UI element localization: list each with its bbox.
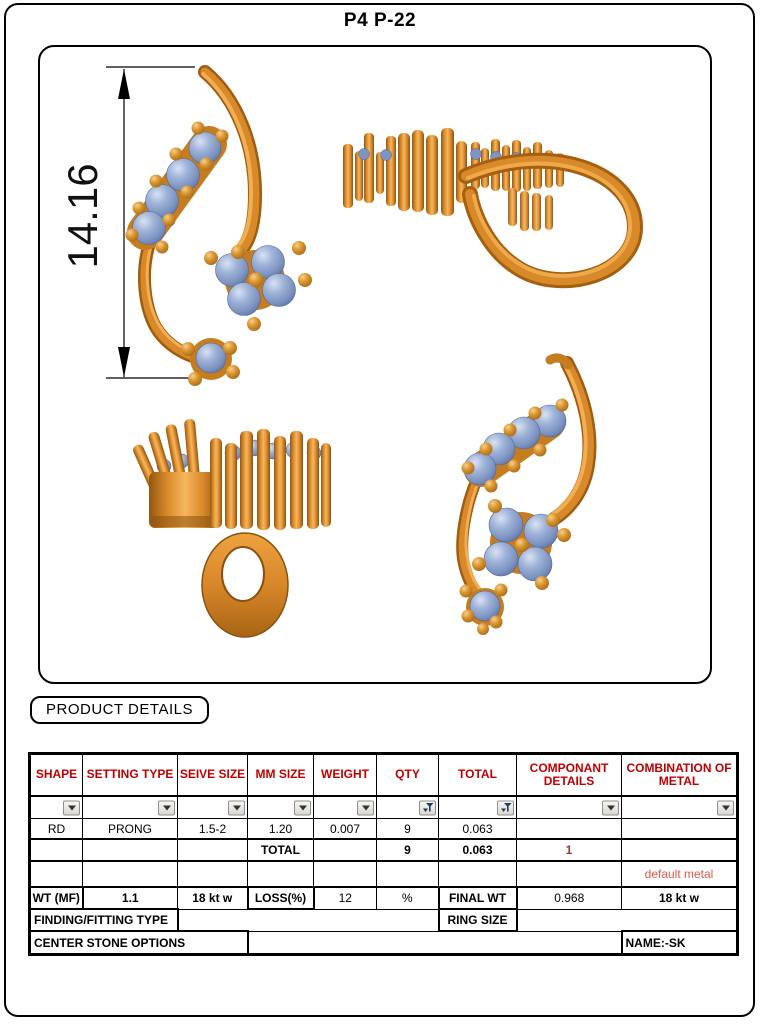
filter-cell-total — [439, 796, 517, 819]
cell-shape: RD — [30, 819, 83, 840]
ring-side-view — [343, 128, 635, 280]
center-stone-value — [248, 931, 622, 955]
filter-cell-shape — [30, 796, 83, 819]
final-wt-label: FINAL WT — [439, 887, 517, 909]
filter-cell-qty — [377, 796, 439, 819]
cell-empty — [83, 839, 178, 861]
cell-empty — [377, 861, 439, 887]
ring-top-view — [126, 72, 313, 386]
chevron-down-icon — [233, 806, 241, 815]
header-shape: SHAPE — [30, 754, 83, 797]
cell-empty — [517, 861, 622, 887]
wt-mf-label: WT (MF) — [30, 887, 83, 909]
finding-fitting-label: FINDING/FITTING TYPE — [30, 909, 178, 931]
dropdown-button[interactable] — [357, 800, 374, 815]
cell-empty — [622, 839, 738, 861]
arrow-down-icon — [118, 347, 130, 377]
chevron-down-icon — [722, 806, 730, 815]
cell-empty — [83, 861, 178, 887]
total-label: TOTAL — [248, 839, 314, 861]
wt-mf-value: 1.1 — [83, 887, 178, 909]
final-metal: 18 kt w — [622, 887, 738, 909]
filter-funnel-icon — [422, 802, 434, 813]
header-setting-type: SETTING TYPE — [83, 754, 178, 797]
cell-componant — [517, 819, 622, 840]
final-wt-value: 0.968 — [517, 887, 622, 909]
finding-row — [30, 909, 738, 931]
stone-strip — [464, 405, 566, 485]
bezel-shadow — [151, 516, 219, 527]
metal-row — [30, 861, 738, 887]
cell-weight: 0.007 — [314, 819, 377, 840]
ring-size-value — [517, 909, 738, 931]
chevron-down-icon — [299, 806, 307, 815]
shank-band — [202, 533, 288, 637]
filter-cell-setting-type — [83, 796, 178, 819]
stone-data-row — [30, 819, 738, 840]
total-row — [30, 839, 738, 861]
total-weight: 0.063 — [439, 839, 517, 861]
loss-label: LOSS(%) — [248, 887, 314, 909]
cell-empty — [178, 839, 248, 861]
filter-cell-mm-size — [248, 796, 314, 819]
loss-unit: % — [377, 887, 439, 909]
dropdown-button[interactable] — [717, 800, 734, 815]
header-seive-size: SEIVE SIZE — [178, 754, 248, 797]
header-qty: QTY — [377, 754, 439, 797]
product-details-table — [28, 752, 739, 956]
dropdown-button[interactable] — [602, 800, 619, 815]
cell-total: 0.063 — [439, 819, 517, 840]
cell-empty — [30, 839, 83, 861]
dropdown-button[interactable] — [63, 800, 80, 815]
cell-empty — [178, 861, 248, 887]
component-count: 1 — [517, 839, 622, 861]
header-componant-details: COMPONANT DETAILS — [517, 754, 622, 797]
wt-metal: 18 kt w — [178, 887, 248, 909]
weight-summary-row — [30, 887, 738, 909]
chevron-down-icon — [68, 806, 76, 815]
cell-seive-size: 1.5-2 — [178, 819, 248, 840]
cell-setting-type: PRONG — [83, 819, 178, 840]
ring-size-label: RING SIZE — [439, 909, 517, 931]
header-mm-size: MM SIZE — [248, 754, 314, 797]
page-title: P4 P-22 — [343, 10, 417, 31]
finding-fitting-value — [178, 909, 439, 931]
center-stone-row — [30, 931, 738, 955]
filter-cell-combination — [622, 796, 738, 819]
filter-cell-componant — [517, 796, 622, 819]
cell-empty — [314, 839, 377, 861]
chevron-down-icon — [163, 806, 171, 815]
cell-combination — [622, 819, 738, 840]
dropdown-button[interactable] — [294, 800, 311, 815]
arrow-up-icon — [118, 69, 130, 99]
ring-renders — [40, 47, 710, 682]
header-weight: WEIGHT — [314, 754, 377, 797]
designer-name: NAME:-SK — [622, 931, 738, 955]
ring-views-panel — [38, 45, 712, 684]
product-details-label: PRODUCT DETAILS — [30, 696, 209, 724]
dimension-value: 14.16 — [59, 163, 106, 269]
filter-cell-seive-size — [178, 796, 248, 819]
cell-qty: 9 — [377, 819, 439, 840]
inner-cylinders — [508, 188, 553, 231]
filter-row — [30, 796, 738, 819]
dropdown-button[interactable] — [158, 800, 175, 815]
total-qty: 9 — [377, 839, 439, 861]
filter-funnel-icon — [500, 802, 512, 813]
ring-perspective-view — [460, 358, 590, 635]
header-combination-of-metal: COMBINATION OF METAL — [622, 754, 738, 797]
cell-empty — [439, 861, 517, 887]
default-metal-value: default metal — [622, 861, 738, 887]
cell-empty — [248, 861, 314, 887]
chevron-down-icon — [607, 806, 615, 815]
chevron-down-icon — [362, 806, 370, 815]
prong-cylinders — [343, 128, 564, 216]
cell-mm-size: 1.20 — [248, 819, 314, 840]
ring-front-view — [131, 419, 331, 637]
table-header-row — [30, 754, 738, 797]
dropdown-button[interactable] — [228, 800, 245, 815]
filter-funnel-button[interactable] — [497, 800, 514, 815]
filter-funnel-button[interactable] — [419, 800, 436, 815]
center-stone-label: CENTER STONE OPTIONS — [30, 931, 248, 955]
cell-empty — [314, 861, 377, 887]
filter-cell-weight — [314, 796, 377, 819]
cell-empty — [30, 861, 83, 887]
header-total: TOTAL — [439, 754, 517, 797]
end-stone — [196, 343, 226, 373]
loss-value: 12 — [314, 887, 377, 909]
